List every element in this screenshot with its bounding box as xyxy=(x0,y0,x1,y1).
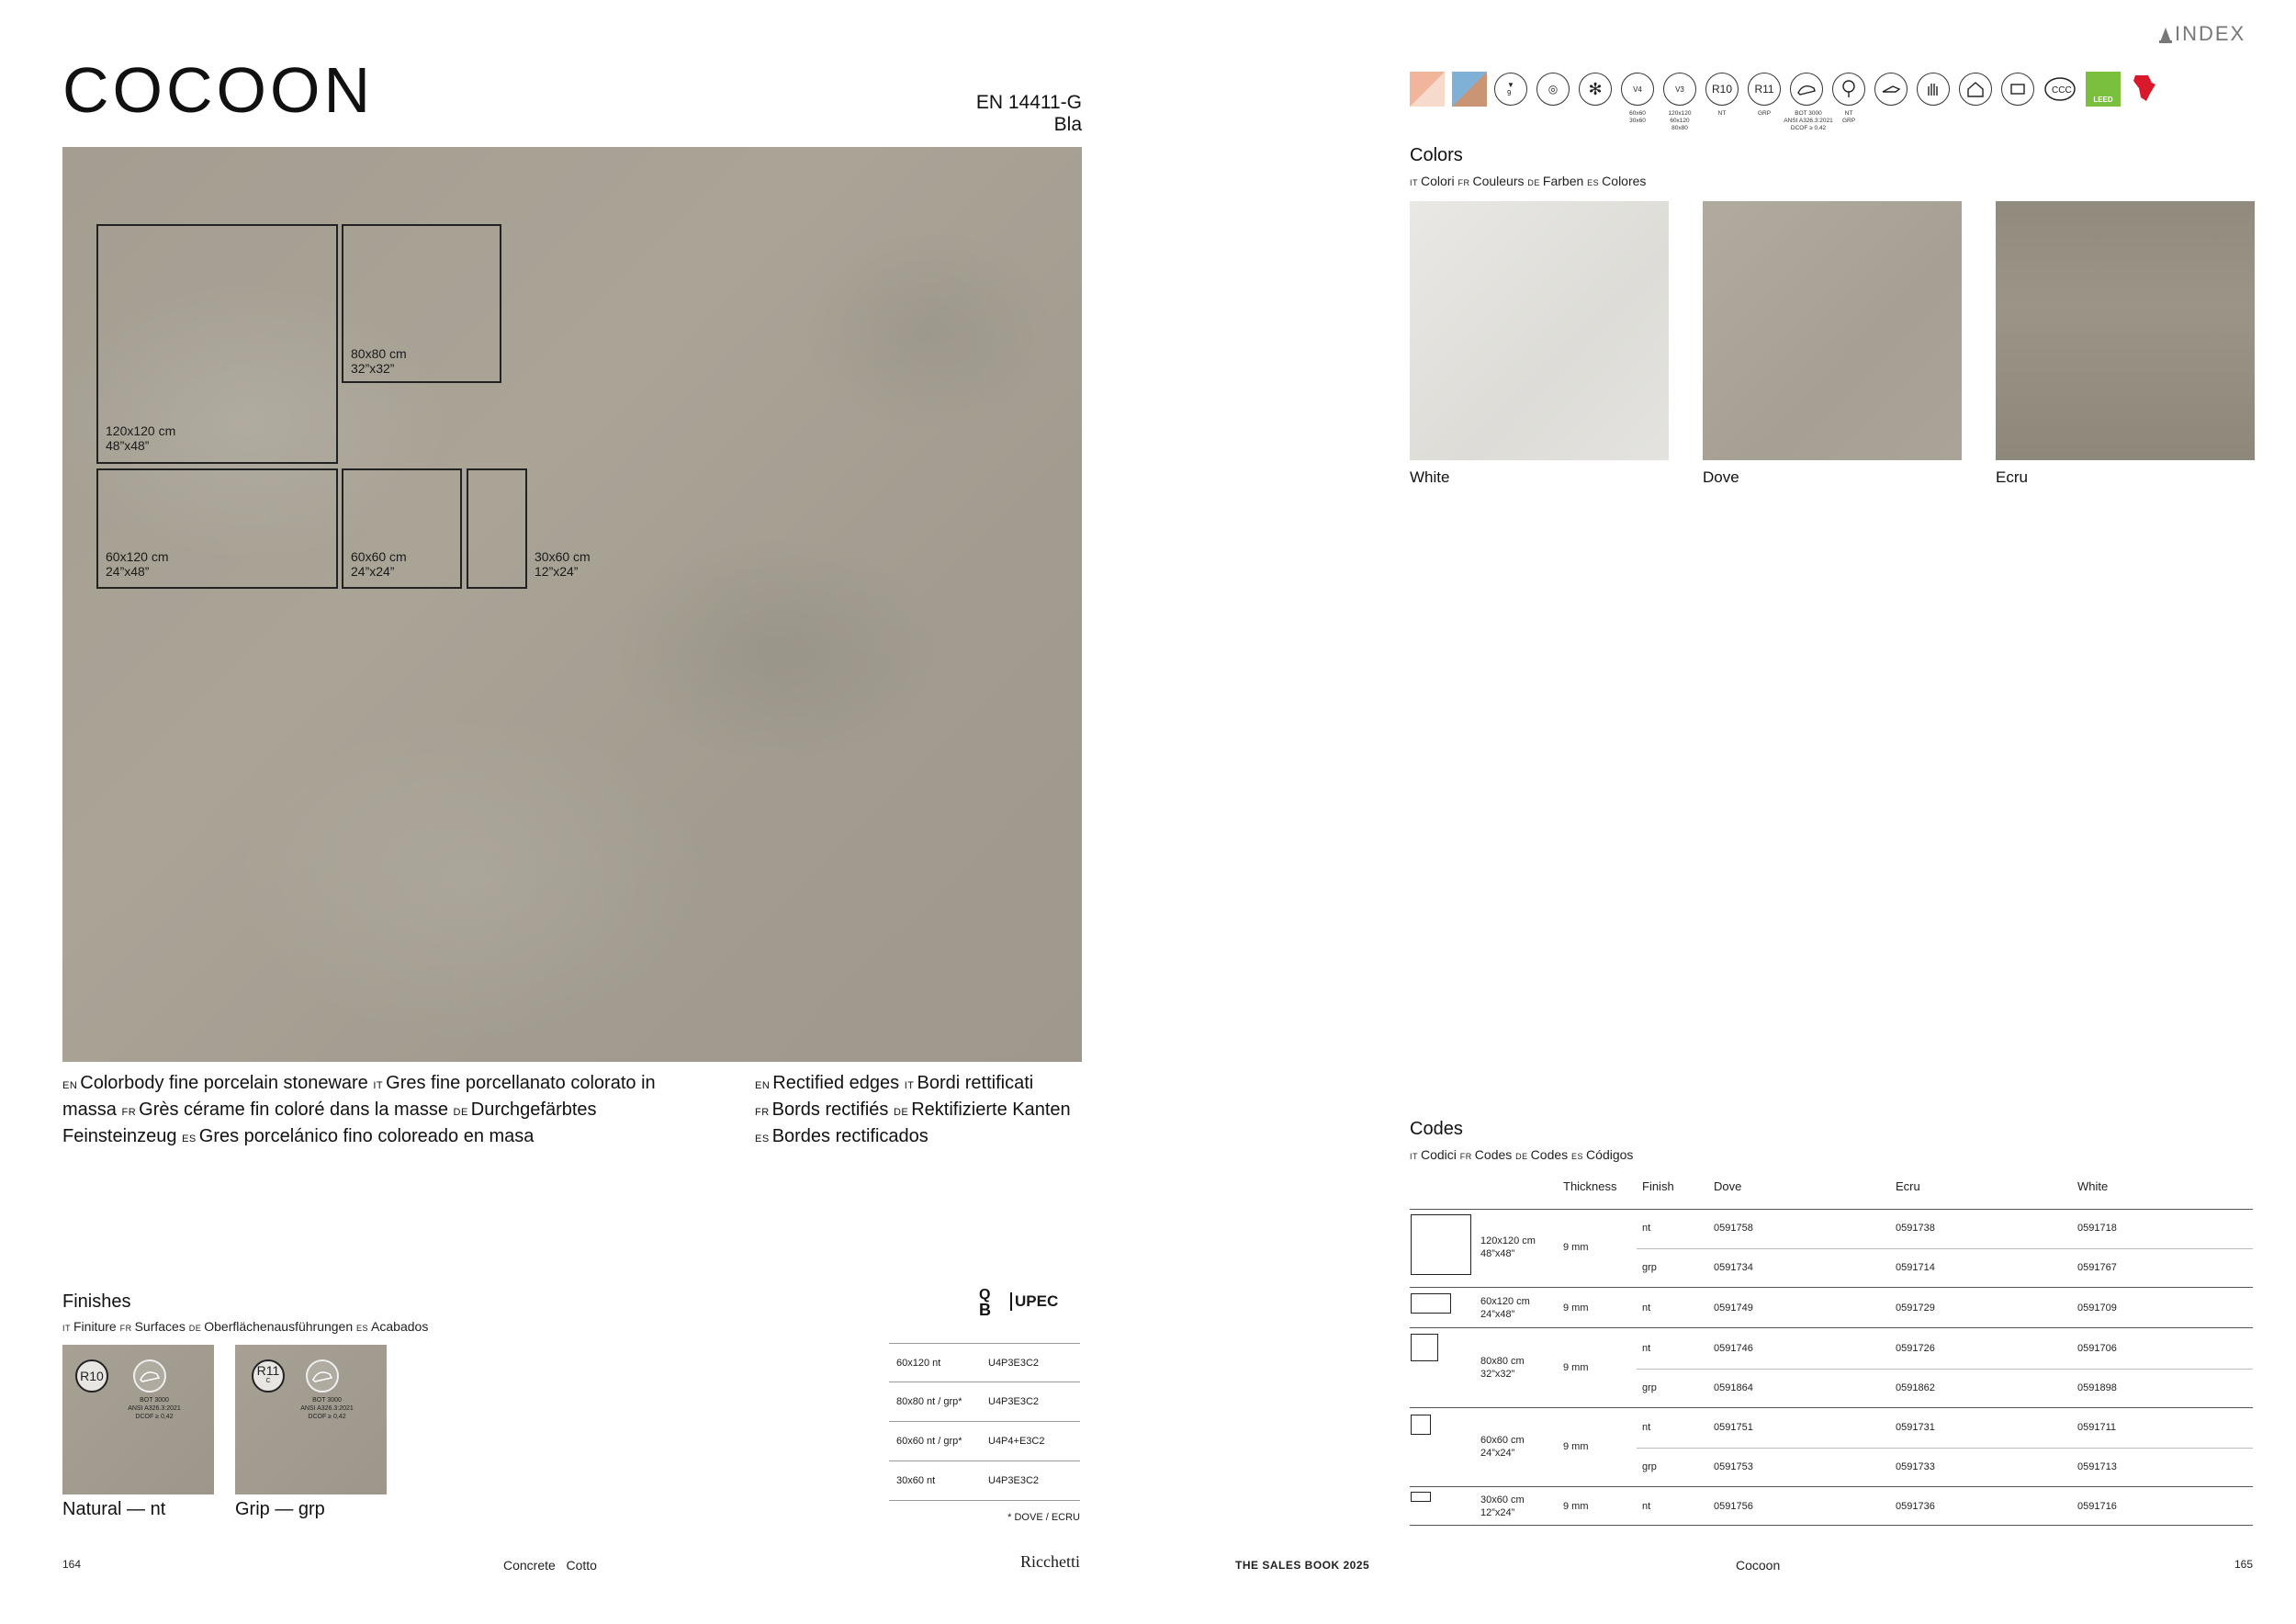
badge-text: R11 xyxy=(256,1363,280,1378)
finish-cell: grp xyxy=(1642,1262,1657,1273)
color-swatch-white xyxy=(1410,201,1669,460)
format-inch: 48”x48” xyxy=(106,438,150,453)
r10-caption: NT xyxy=(1717,110,1727,117)
col-dove: Dove xyxy=(1714,1179,1742,1193)
lang-tag: ES xyxy=(356,1324,369,1333)
desc-text: Rectified edges xyxy=(772,1073,900,1093)
lang-tag: FR xyxy=(121,1107,137,1118)
bot-rating: BOT 3000 ANSI A326.3:2021 DCOF ≥ 0,42 xyxy=(128,1397,181,1420)
code-cell: 0591767 xyxy=(2077,1262,2117,1273)
thickness-cell: 9 mm xyxy=(1563,1501,1589,1512)
size-cm: 30x60 cm xyxy=(1480,1494,1525,1506)
tree-icon xyxy=(1832,73,1865,106)
snowflake-icon: ✻ xyxy=(1579,73,1612,106)
v4-icon: V4 xyxy=(1621,73,1654,106)
code-cell: 0591713 xyxy=(2077,1461,2117,1472)
lang-tag: FR xyxy=(1459,1152,1472,1161)
subtitle-text: Codes xyxy=(1530,1147,1569,1162)
size-icon-60x60 xyxy=(1411,1415,1431,1435)
lang-tag: DE xyxy=(893,1107,909,1118)
code-cell: 0591709 xyxy=(2077,1303,2117,1314)
format-inch: 12”x24” xyxy=(535,564,579,579)
outdoor-shoe-icon xyxy=(1874,73,1908,106)
format-inch: 24”x24” xyxy=(351,564,395,579)
subtitle-text: Surfaces xyxy=(134,1319,186,1334)
bot-rating: BOT 3000 ANSI A326.3:2021 DCOF ≥ 0,42 xyxy=(300,1397,354,1420)
subtitle-text: Couleurs xyxy=(1472,174,1525,188)
lang-tag: DE xyxy=(188,1324,202,1333)
lang-tag: FR xyxy=(119,1324,132,1333)
subtitle-text: Oberflächenausführungen xyxy=(204,1319,354,1334)
leed-icon: LEED xyxy=(2086,72,2121,107)
ceramics-of-italy-icon xyxy=(2128,72,2163,107)
lang-tag: DE xyxy=(1515,1152,1528,1161)
brand-logo: Ricchetti xyxy=(1020,1552,1080,1571)
format-cm: 60x120 cm xyxy=(106,549,169,564)
codes-title: Codes xyxy=(1410,1119,1463,1139)
desc-text: Rektifizierte Kanten xyxy=(911,1100,1071,1120)
code-cell: 0591714 xyxy=(1896,1262,1935,1273)
hand-icon xyxy=(1917,73,1950,106)
code-cell: 0591751 xyxy=(1714,1422,1753,1433)
color-swatch-ecru xyxy=(1996,201,2255,460)
size-inch: 48”x48” xyxy=(1480,1248,1515,1259)
size-cm: 60x60 cm xyxy=(1480,1435,1525,1446)
shoe-slip-icon xyxy=(133,1359,166,1393)
size-cm: 80x80 cm xyxy=(1480,1356,1525,1367)
v4-caption: 60x60 30x60 xyxy=(1629,110,1646,124)
r11-caption: GRP xyxy=(1757,110,1772,117)
finish-cell: nt xyxy=(1642,1223,1651,1234)
size-label xyxy=(1480,1235,1536,1260)
thickness-cell: 9 mm xyxy=(1563,1303,1589,1314)
thickness-cell: 9 mm xyxy=(1563,1441,1589,1452)
subtitle-text: Finiture xyxy=(73,1319,117,1334)
house-icon xyxy=(1959,73,1992,106)
code-cell: 0591758 xyxy=(1714,1223,1753,1234)
index-arrow-icon xyxy=(2158,24,2173,44)
upec-code: U4P4+E3C2 xyxy=(988,1436,1045,1447)
upec-row xyxy=(889,1422,1080,1461)
frost-resistant-icon: ◎ xyxy=(1536,73,1570,106)
desc-text: Grès cérame fin coloré dans la masse xyxy=(139,1100,448,1120)
upec-text: UPEC xyxy=(1010,1292,1058,1311)
format-cm: 60x60 cm xyxy=(351,549,407,564)
v3-caption: 120x120 60x120 80x80 xyxy=(1668,110,1692,131)
size-label xyxy=(1480,1494,1525,1519)
code-cell: 0591726 xyxy=(1896,1343,1935,1354)
finish-cell: nt xyxy=(1642,1501,1651,1512)
badge-sub: C xyxy=(265,1378,271,1384)
lang-tag: DE xyxy=(1527,178,1540,187)
codes-subtitle xyxy=(1410,1147,1633,1162)
edges-description xyxy=(755,1071,1086,1151)
upec-format: 30x60 nt xyxy=(896,1475,936,1486)
finish-cell: nt xyxy=(1642,1422,1651,1433)
lang-tag: IT xyxy=(1410,1152,1418,1161)
upec-note: * DOVE / ECRU xyxy=(1007,1512,1080,1523)
finish-cell: nt xyxy=(1642,1343,1651,1354)
svg-text:Q: Q xyxy=(979,1287,991,1303)
finish-tile-grip xyxy=(235,1345,387,1494)
lang-tag: EN xyxy=(62,1080,78,1091)
lang-tag: ES xyxy=(1571,1152,1584,1161)
upec-format: 60x60 nt / grp* xyxy=(896,1436,962,1447)
subtitle-text: Códigos xyxy=(1586,1147,1634,1162)
size-label xyxy=(1480,1295,1530,1321)
divider xyxy=(1637,1369,2253,1370)
subtitle-text: Codici xyxy=(1421,1147,1457,1162)
lang-tag: ES xyxy=(1587,178,1600,187)
lang-tag: FR xyxy=(755,1107,770,1118)
format-outline-30x60 xyxy=(467,468,527,589)
desc-text: Gres fine porcellanato colorato in massa xyxy=(62,1073,656,1120)
format-inch: 32”x32” xyxy=(351,361,395,376)
index-label: INDEX xyxy=(2175,22,2246,45)
finish-cell: nt xyxy=(1642,1303,1651,1314)
lang-tag: DE xyxy=(453,1107,468,1118)
color-name-ecru: Ecru xyxy=(1996,468,2028,486)
divider xyxy=(1410,1486,2253,1487)
footer-collection: Cocoon xyxy=(1736,1558,1781,1573)
color-name-dove: Dove xyxy=(1703,468,1739,486)
divider xyxy=(1637,1248,2253,1249)
code-cell: 0591898 xyxy=(2077,1382,2117,1393)
page-number-left: 164 xyxy=(62,1558,82,1571)
size-inch: 12”x24” xyxy=(1480,1507,1515,1518)
lang-tag: ES xyxy=(182,1133,197,1145)
code-cell: 0591733 xyxy=(1896,1461,1935,1472)
finishes-subtitle xyxy=(62,1319,428,1334)
hero-tile-image xyxy=(62,147,1082,1062)
r11-icon: R11 xyxy=(1748,73,1781,106)
r11-icon xyxy=(252,1359,285,1393)
color-name-white: White xyxy=(1410,468,1450,486)
code-cell: 0591718 xyxy=(2077,1223,2117,1234)
lang-tag: FR xyxy=(1458,178,1470,187)
code-cell: 0591731 xyxy=(1896,1422,1935,1433)
badge-text: R10 xyxy=(80,1369,104,1383)
upec-format: 60x120 nt xyxy=(896,1357,941,1369)
code-cell: 0591753 xyxy=(1714,1461,1753,1472)
upec-code: U4P3E3C2 xyxy=(988,1357,1040,1369)
finish-tile-natural xyxy=(62,1345,214,1494)
slip-shoe-icon xyxy=(1790,73,1823,106)
code-cell: 0591716 xyxy=(2077,1501,2117,1512)
lang-tag: IT xyxy=(62,1324,71,1333)
divider xyxy=(1410,1287,2253,1288)
format-label-60x120 xyxy=(106,549,168,579)
page-number-right: 165 xyxy=(2234,1558,2253,1571)
thickness-icon xyxy=(1410,72,1445,107)
format-label-120x120 xyxy=(106,423,175,453)
material-description xyxy=(62,1071,705,1151)
desc-text: Colorbody fine porcelain stoneware xyxy=(80,1073,368,1093)
format-icon xyxy=(1452,72,1487,107)
subtitle-text: Acabados xyxy=(371,1319,429,1334)
size-inch: 24”x48” xyxy=(1480,1309,1515,1320)
r10-icon xyxy=(75,1359,108,1393)
code-cell: 0591862 xyxy=(1896,1382,1935,1393)
code-cell: 0591734 xyxy=(1714,1262,1753,1273)
footer-category-a: Concrete xyxy=(503,1558,556,1573)
col-finish: Finish xyxy=(1642,1179,1674,1193)
bot-caption: BOT 3000 ANSI A326.3:2021 DCOF ≥ 0,42 xyxy=(1784,110,1833,131)
code-cell: 0591738 xyxy=(1896,1223,1935,1234)
format-cm: 120x120 cm xyxy=(106,423,176,438)
subtitle-text: Colores xyxy=(1602,174,1647,188)
svg-text:B: B xyxy=(979,1301,991,1319)
size-cm: 120x120 cm xyxy=(1480,1235,1536,1246)
col-white: White xyxy=(2077,1179,2109,1193)
svg-text:CCC: CCC xyxy=(2052,85,2072,96)
divider xyxy=(1410,1209,2253,1210)
col-ecru: Ecru xyxy=(1896,1179,1920,1193)
code-cell: 0591756 xyxy=(1714,1501,1753,1512)
subtitle-text: Colori xyxy=(1421,174,1455,188)
qb-icon xyxy=(979,1284,1007,1319)
format-inch: 24”x48” xyxy=(106,564,150,579)
format-cm: 30x60 cm xyxy=(535,549,591,564)
code-cell: 0591736 xyxy=(1896,1501,1935,1512)
upec-row xyxy=(889,1343,1080,1382)
lang-tag: EN xyxy=(755,1080,771,1091)
size-label xyxy=(1480,1434,1525,1460)
col-thickness: Thickness xyxy=(1563,1179,1617,1193)
upec-format: 80x80 nt / grp* xyxy=(896,1396,962,1407)
divider xyxy=(1410,1407,2253,1408)
finish-cell: grp xyxy=(1642,1461,1657,1472)
size-cm: 60x120 cm xyxy=(1480,1296,1530,1307)
desc-text: Gres porcelánico fino coloreado en masa xyxy=(198,1126,535,1146)
code-cell: 0591729 xyxy=(1896,1303,1935,1314)
format-label-60x60 xyxy=(351,549,407,579)
upec-row xyxy=(889,1461,1080,1501)
desc-text: Bords rectifiés xyxy=(771,1100,889,1120)
code-cell: 0591711 xyxy=(2077,1422,2117,1433)
code-cell: 0591746 xyxy=(1714,1343,1753,1354)
page-title: COCOON xyxy=(62,54,374,126)
recycle-icon xyxy=(2001,73,2034,106)
size-label xyxy=(1480,1355,1525,1381)
size-icon-60x120 xyxy=(1411,1293,1451,1314)
lang-tag: IT xyxy=(904,1080,915,1091)
lang-tag: IT xyxy=(1410,178,1418,187)
upec-table xyxy=(889,1343,1080,1501)
shade-icon: ▼ 9 xyxy=(1494,73,1527,106)
finish-name-natural: Natural — nt xyxy=(62,1499,166,1519)
colors-title: Colors xyxy=(1410,145,1463,165)
divider xyxy=(1410,1327,2253,1328)
size-icon-30x60 xyxy=(1411,1492,1431,1502)
footer-category-b: Cotto xyxy=(566,1558,597,1573)
footer-category xyxy=(503,1558,597,1573)
format-label-30x60 xyxy=(535,549,591,579)
subtitle-text: Codes xyxy=(1474,1147,1513,1162)
tree-caption: NT GRP xyxy=(1841,110,1856,124)
upec-code: U4P3E3C2 xyxy=(988,1396,1040,1407)
code-cell: 0591749 xyxy=(1714,1303,1753,1314)
desc-text: Durchgefärbtes Feinsteinzeug xyxy=(62,1100,597,1146)
upec-code: U4P3E3C2 xyxy=(988,1475,1040,1486)
desc-text: Bordi rettificati xyxy=(917,1073,1034,1093)
r10-icon: R10 xyxy=(1705,73,1739,106)
thickness-cell: 9 mm xyxy=(1563,1362,1589,1373)
code-cell: 0591706 xyxy=(2077,1343,2117,1354)
subtitle-text: Farben xyxy=(1542,174,1584,188)
color-swatch-dove xyxy=(1703,201,1962,460)
v3-icon: V3 xyxy=(1663,73,1696,106)
standard-label: EN 14411-G Bla xyxy=(975,92,1082,135)
book-title: THE SALES BOOK 2025 xyxy=(1235,1559,1370,1572)
format-label-80x80 xyxy=(351,346,407,376)
divider xyxy=(1637,1448,2253,1449)
ccc-icon xyxy=(2043,73,2077,106)
size-inch: 24”x24” xyxy=(1480,1448,1515,1459)
size-icon-120x120 xyxy=(1411,1214,1471,1275)
colors-subtitle xyxy=(1410,174,1646,188)
divider xyxy=(1410,1525,2253,1526)
thickness-cell: 9 mm xyxy=(1563,1242,1589,1253)
size-inch: 32”x32” xyxy=(1480,1369,1515,1380)
lang-tag: ES xyxy=(755,1133,770,1145)
upec-logo xyxy=(979,1284,1058,1319)
upec-row xyxy=(889,1382,1080,1422)
index-link[interactable] xyxy=(2158,22,2245,46)
lang-tag: IT xyxy=(373,1080,384,1091)
code-cell: 0591864 xyxy=(1714,1382,1753,1393)
desc-text: Bordes rectificados xyxy=(771,1126,929,1146)
finishes-title: Finishes xyxy=(62,1291,131,1312)
finish-name-grip: Grip — grp xyxy=(235,1499,325,1519)
format-cm: 80x80 cm xyxy=(351,346,407,361)
finish-cell: grp xyxy=(1642,1382,1657,1393)
shoe-slip-icon xyxy=(306,1359,339,1393)
size-icon-80x80 xyxy=(1411,1334,1438,1361)
